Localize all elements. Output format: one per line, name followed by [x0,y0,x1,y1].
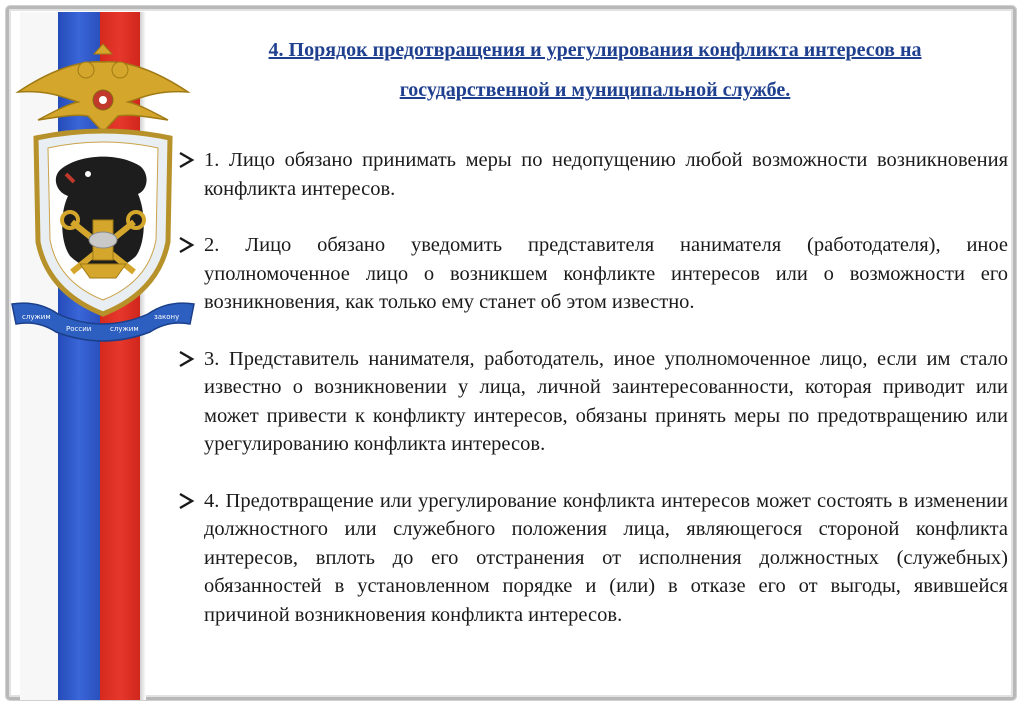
list-item [174,345,1008,459]
list-item [174,487,1008,630]
slide-title [190,30,1000,110]
list-item [174,231,1008,317]
ribbon-text-4: закону [154,313,180,321]
arrow-bullet-icon [176,487,198,515]
shield-icon [36,131,170,314]
slide-title-line-2: государственной и муниципальной службе. [399,79,791,101]
list-item-text: 1. Лицо обязано принимать меры по недопущению любой возможности возникновения конфликта интересов. [204,149,1008,200]
list-item-text: 4. Предотвращение или урегулирование конфликта интересов может состоять в изменении должностного или служебного положения лица, являющегося стороной конфликта интересов, вплоть до его отстранения от исполнения должностных (служебных) обязанностей в установленном порядке и (или) в отказе его от выгоды, явившейся причиной возникновения конфликта интересов. [204,489,1008,626]
ribbon-text-1: служим [22,313,51,321]
arrow-bullet-icon [176,231,198,259]
arrow-bullet-icon [176,146,198,174]
list-item-text: 3. Представитель нанимателя, работодатель, иное уполномоченное лицо, если им стало известно о возникновении у лица, личной заинтересованности, которая приводит или может привести к конфликту интересов, обязаны принять меры по предотвращению или урегулированию конфликта интересов. [204,347,1008,455]
emblem-coat-of-arms-icon [8,42,198,342]
ribbon-text-2: России [66,325,92,333]
list-item [174,146,1008,203]
ribbon-text-3: служим [110,325,139,333]
list-item-text: 2. Лицо обязано уведомить представителя нанимателя (работодателя), иное уполномоченное лицо о возникшем конфликте интересов или о возможности его возникновения, как только ему станет об этом известно. [204,234,1008,313]
eagle-icon [18,44,188,132]
slide-title-line-1: 4. Порядок предотвращения и урегулирования конфликта интересов на [268,39,922,61]
arrow-bullet-icon [176,345,198,373]
bullet-list [174,146,1008,657]
